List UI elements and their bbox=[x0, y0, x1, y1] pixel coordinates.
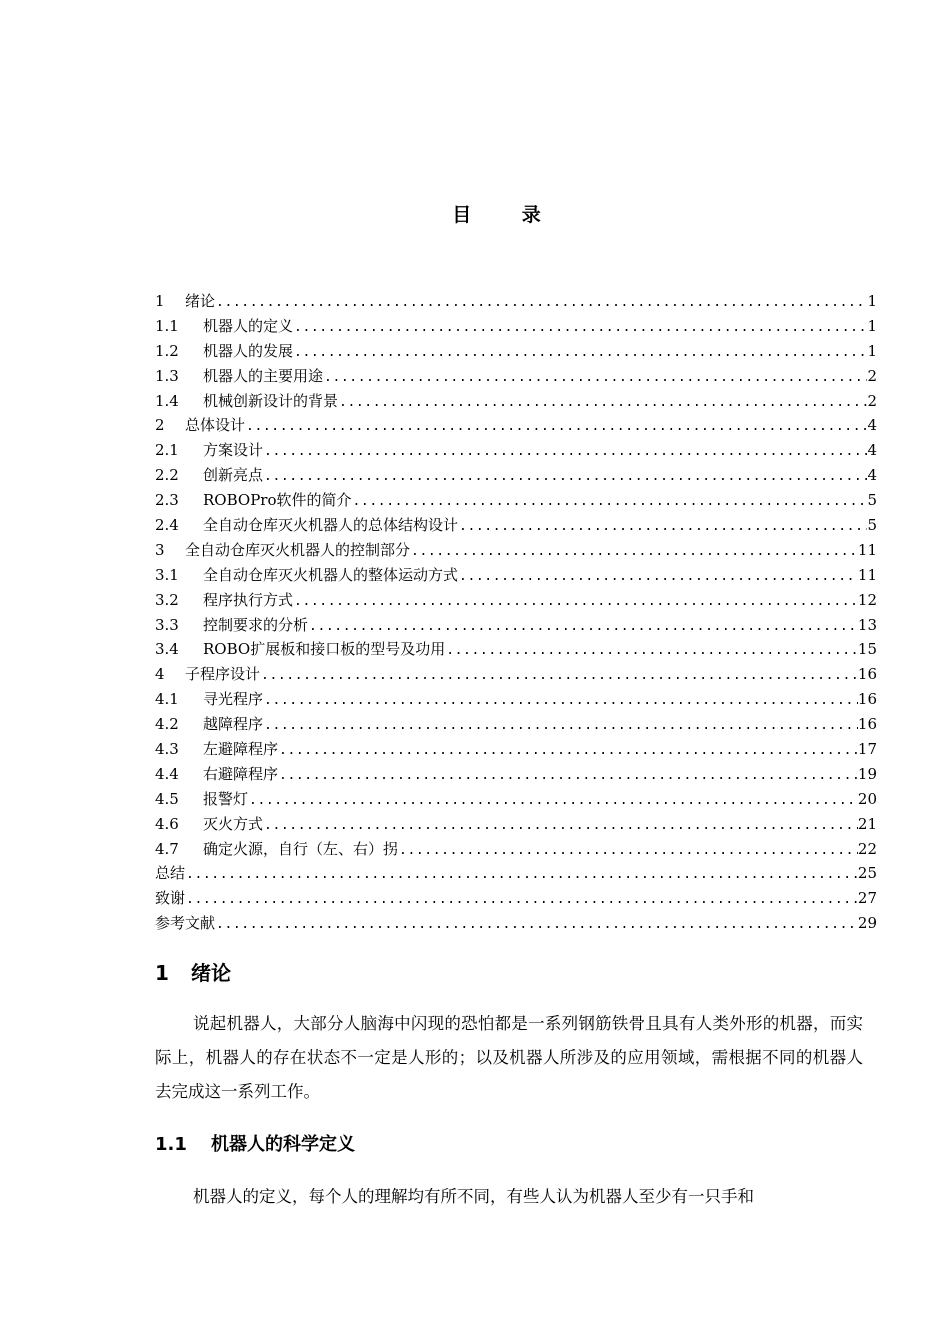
toc-entry[interactable] bbox=[155, 737, 877, 762]
toc-entry-page: 1 bbox=[867, 292, 877, 310]
toc-entry[interactable] bbox=[155, 911, 877, 936]
toc-entry-label: 灭火方式 bbox=[203, 814, 264, 833]
toc-entry-label: 机械创新设计的背景 bbox=[203, 391, 339, 410]
toc-entry-label: 机器人的主要用途 bbox=[203, 366, 324, 385]
toc-entry-number: 3.2 bbox=[155, 590, 179, 609]
toc-entry-page: 11 bbox=[857, 565, 877, 584]
toc-entry-label: 寻光程序 bbox=[203, 690, 264, 709]
toc-leader-dots bbox=[338, 391, 867, 416]
toc-entry[interactable] bbox=[155, 513, 877, 538]
section-1-number: 1 bbox=[155, 961, 169, 985]
section-1-1-heading bbox=[155, 1130, 355, 1156]
toc-entry-number: 3.3 bbox=[155, 615, 179, 634]
toc-leader-dots bbox=[293, 316, 867, 341]
toc-entry-page: 4 bbox=[867, 441, 877, 460]
toc-entry-page: 5 bbox=[867, 491, 877, 510]
toc-entry-label: 越障程序 bbox=[203, 715, 264, 734]
toc-entry-label: 报警灯 bbox=[203, 789, 249, 808]
toc-entry-label: 全自动仓库灭火机器人的总体结构设计 bbox=[203, 516, 459, 535]
toc-entry-number: 4.4 bbox=[155, 764, 179, 783]
toc-entry[interactable] bbox=[155, 289, 877, 314]
toc-entry[interactable] bbox=[155, 339, 877, 364]
toc-entry-page: 16 bbox=[857, 715, 877, 734]
toc-entry-number: 4.7 bbox=[155, 839, 179, 858]
toc-leader-dots bbox=[352, 490, 868, 515]
toc-entry-label: ROBO扩展板和接口板的型号及功用 bbox=[203, 640, 446, 659]
toc-entry-page: 2 bbox=[867, 391, 877, 410]
toc-entry-number: 4.6 bbox=[155, 814, 179, 833]
toc-entry-number: 2.4 bbox=[155, 516, 179, 535]
toc-entry-label: 控制要求的分析 bbox=[203, 615, 309, 634]
toc-entry-number: 1.2 bbox=[155, 341, 179, 360]
toc-entry[interactable] bbox=[155, 488, 877, 513]
toc-leader-dots bbox=[410, 540, 858, 565]
section-1-1-paragraph: 机器人的定义，每个人的理解均有所不同，有些人认为机器人至少有一只手和 bbox=[193, 1187, 754, 1206]
toc-entry-label: 机器人的定义 bbox=[203, 316, 294, 335]
toc-entry[interactable] bbox=[155, 861, 877, 886]
toc-entry-page: 22 bbox=[857, 839, 877, 858]
toc-entry-page: 29 bbox=[857, 914, 877, 933]
toc-entry-number: 1 bbox=[155, 292, 165, 310]
toc-entry-page: 19 bbox=[857, 764, 877, 783]
toc-leader-dots bbox=[185, 863, 858, 888]
toc-leader-dots bbox=[263, 714, 858, 739]
toc-leader-dots bbox=[215, 291, 867, 316]
toc-entry-page: 16 bbox=[857, 665, 877, 684]
toc-entry-label: 确定火源，自行（左、右）拐 bbox=[203, 839, 399, 858]
toc-entry[interactable] bbox=[155, 762, 877, 787]
toc-entry[interactable] bbox=[155, 538, 877, 563]
toc-entry[interactable] bbox=[155, 712, 877, 737]
toc-entry[interactable] bbox=[155, 613, 877, 638]
toc-entry[interactable] bbox=[155, 413, 877, 438]
toc-entry-page: 11 bbox=[857, 540, 877, 559]
toc-entry-label: 左避障程序 bbox=[203, 740, 279, 759]
toc-leader-dots bbox=[323, 366, 867, 391]
toc-entry[interactable] bbox=[155, 364, 877, 389]
toc-entry-number: 4.5 bbox=[155, 789, 179, 808]
toc-entry-page: 4 bbox=[867, 466, 877, 485]
section-1-paragraph: 说起机器人，大部分人脑海中闪现的恐怕都是一系列钢筋铁骨且具有人类外形的机器，而实际上，机器人的存在状态不一定是人形的；以及机器人所涉及的应用领域，需根据不同的机器人去完成这一系列工作。 bbox=[155, 1014, 863, 1101]
toc-entry[interactable] bbox=[155, 637, 877, 662]
toc-leader-dots bbox=[293, 341, 867, 366]
toc-entry-number: 2 bbox=[155, 416, 165, 435]
toc-entry-number: 4.2 bbox=[155, 715, 179, 734]
toc-entry[interactable] bbox=[155, 314, 877, 339]
toc-entry-number: 4.3 bbox=[155, 740, 179, 759]
toc-entry-number: 3.4 bbox=[155, 640, 179, 659]
toc-entry-page: 17 bbox=[857, 740, 877, 759]
toc-leader-dots bbox=[245, 415, 867, 440]
toc-entry-page: 13 bbox=[857, 615, 877, 634]
toc-entry-label: 子程序设计 bbox=[185, 665, 261, 684]
toc-entry[interactable] bbox=[155, 837, 877, 862]
toc-entry-label: ROBOPro软件的简介 bbox=[203, 491, 352, 510]
toc-entry-page: 1 bbox=[867, 316, 877, 335]
toc-entry-number: 4 bbox=[155, 665, 165, 684]
toc-entry-label: 总体设计 bbox=[185, 416, 246, 435]
toc-entry[interactable] bbox=[155, 563, 877, 588]
toc-entry-page: 4 bbox=[867, 416, 877, 435]
toc-leader-dots bbox=[248, 789, 858, 814]
toc-entry-page: 27 bbox=[857, 889, 877, 908]
toc-entry[interactable] bbox=[155, 687, 877, 712]
toc-entry-label: 右避障程序 bbox=[203, 764, 279, 783]
toc-entry-number: 1.1 bbox=[155, 316, 179, 335]
toc-entry-page: 5 bbox=[867, 516, 877, 535]
toc-leader-dots bbox=[293, 590, 858, 615]
toc-entry-page: 21 bbox=[857, 814, 877, 833]
toc-leader-dots bbox=[185, 888, 858, 913]
section-1-1-title: 机器人的科学定义 bbox=[211, 1134, 355, 1155]
toc-entry-page: 16 bbox=[857, 690, 877, 709]
toc-entry-label: 总结 bbox=[155, 864, 186, 883]
toc-leader-dots bbox=[278, 764, 858, 789]
toc-entry-number: 2.2 bbox=[155, 466, 179, 485]
toc-entry[interactable] bbox=[155, 787, 877, 812]
toc-entry-number: 4.1 bbox=[155, 690, 179, 709]
toc-leader-dots bbox=[458, 515, 867, 540]
toc-entry-page: 25 bbox=[857, 864, 877, 883]
toc-entry[interactable] bbox=[155, 588, 877, 613]
section-1-heading bbox=[155, 957, 231, 986]
toc-entry-label: 致谢 bbox=[155, 889, 186, 908]
toc-leader-dots bbox=[263, 465, 867, 490]
toc-entry-label: 全自动仓库灭火机器人的整体运动方式 bbox=[203, 565, 459, 584]
toc-entry-page: 2 bbox=[867, 366, 877, 385]
toc-leader-dots bbox=[458, 565, 858, 590]
toc-entry-number: 1.4 bbox=[155, 391, 179, 410]
toc-entry-label: 绪论 bbox=[185, 292, 216, 310]
toc-entry-label: 全自动仓库灭火机器人的控制部分 bbox=[185, 540, 411, 559]
toc-entry-number: 2.1 bbox=[155, 441, 179, 460]
toc-leader-dots bbox=[308, 615, 858, 640]
section-1-1-number: 1.1 bbox=[155, 1134, 187, 1155]
toc-entry-page: 1 bbox=[867, 341, 877, 360]
toc-entry[interactable] bbox=[155, 662, 877, 687]
section-1-title: 绪论 bbox=[191, 961, 231, 985]
table-of-contents bbox=[155, 289, 877, 936]
toc-leader-dots bbox=[398, 839, 858, 864]
toc-leader-dots bbox=[260, 664, 858, 689]
toc-entry[interactable] bbox=[155, 463, 877, 488]
toc-title: 目 录 bbox=[452, 204, 563, 226]
toc-entry-page: 15 bbox=[857, 640, 877, 659]
toc-entry-number: 2.3 bbox=[155, 491, 179, 510]
toc-entry-number: 1.3 bbox=[155, 366, 179, 385]
toc-entry-label: 机器人的发展 bbox=[203, 341, 294, 360]
toc-leader-dots bbox=[263, 689, 858, 714]
toc-entry-label: 方案设计 bbox=[203, 441, 264, 460]
toc-leader-dots bbox=[215, 913, 858, 938]
toc-entry[interactable] bbox=[155, 886, 877, 911]
toc-leader-dots bbox=[445, 639, 858, 664]
toc-entry[interactable] bbox=[155, 438, 877, 463]
toc-entry-label: 创新亮点 bbox=[203, 466, 264, 485]
toc-entry[interactable] bbox=[155, 389, 877, 414]
toc-entry-page: 12 bbox=[857, 590, 877, 609]
toc-leader-dots bbox=[278, 739, 858, 764]
toc-leader-dots bbox=[263, 440, 867, 465]
toc-entry-page: 20 bbox=[857, 789, 877, 808]
toc-entry-label: 参考文献 bbox=[155, 914, 216, 933]
toc-leader-dots bbox=[263, 814, 858, 839]
toc-entry[interactable] bbox=[155, 812, 877, 837]
toc-entry-number: 3.1 bbox=[155, 565, 179, 584]
toc-entry-number: 3 bbox=[155, 540, 165, 559]
toc-entry-label: 程序执行方式 bbox=[203, 590, 294, 609]
